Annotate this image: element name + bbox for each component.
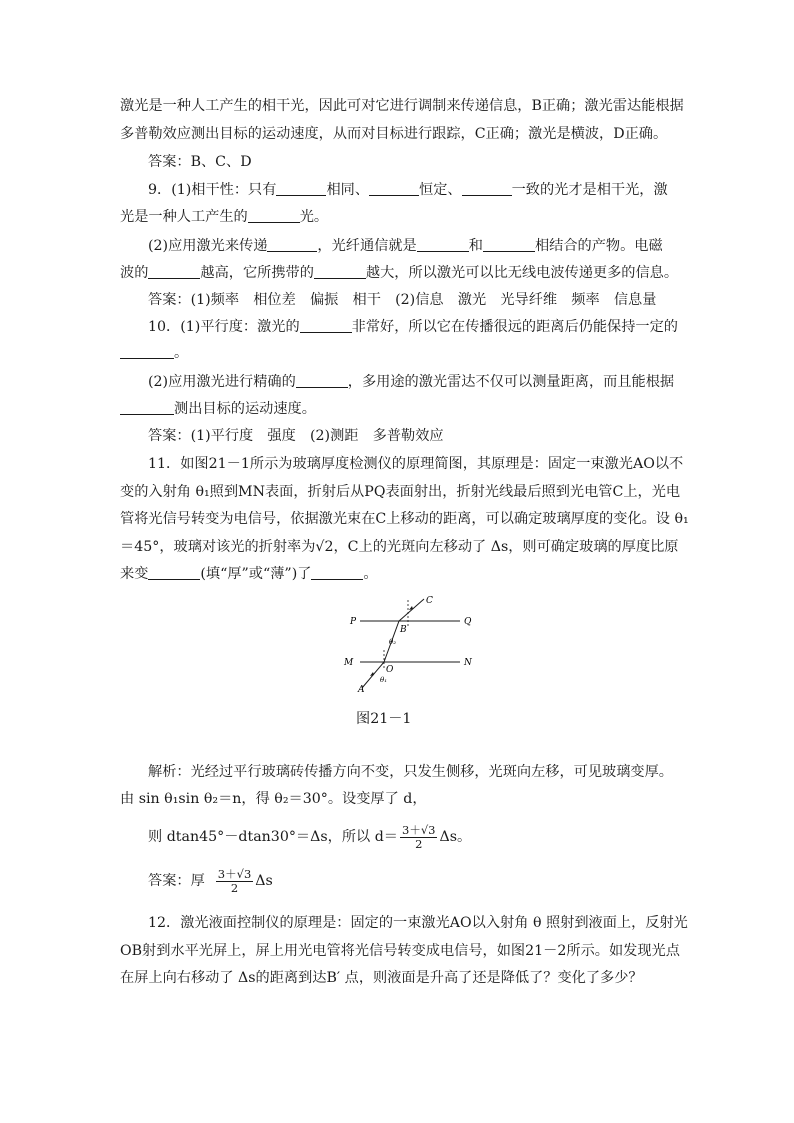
label-o: O <box>386 665 394 675</box>
label-a: A <box>358 685 365 695</box>
figure-caption: 图21－1 <box>356 711 412 727</box>
fraction: $\frac{3+√3}{2}$ <box>402 822 436 851</box>
label-theta2: θ₂ <box>389 638 397 646</box>
label-n: N <box>464 658 472 668</box>
question-12-line: 在屏上向右移动了 Δs的距离到达B′ 点，则液面是升高了还是降低了？变化了多少？ <box>120 970 643 986</box>
solution-line: 则 dtan45°－dtan30°＝Δs，所以 d＝ $\frac{3+√3}{2}$ Δs。 <box>148 822 472 851</box>
question-11-line: 来变 (填“厚”或“薄”)了 。 <box>120 566 378 582</box>
question-11-line: 11．如图21－1所示为玻璃厚度检测仪的原理简图，其原理是：固定一束激光AO以不 <box>148 456 684 472</box>
question-12-line: OB射到水平光屏上，屏上用光电管将光信号转变成电信号，如图21－2所示。如发现光点 <box>120 943 680 959</box>
question-10-line: 10．(1)平行度：激光的 非常好，所以它在传播很远的距离后仍能保持一定的 <box>148 319 678 335</box>
emergent-ray-bc <box>399 599 424 621</box>
answer-line: 答案：(1)频率 相位差 偏振 相干 (2)信息 激光 光导纤维 频率 信息量 <box>148 292 657 308</box>
question-10-line: 。 <box>120 343 188 363</box>
question-11-line: ＝45°，玻璃对该光的折射率为√2，C上的光斑向左移动了 Δs，则可确定玻璃的厚度比原 <box>120 539 679 555</box>
label-m: M <box>344 658 354 668</box>
text-line: 激光是一种人工产生的相干光，因此可对它进行调制来传递信息，B正确；激光雷达能根据 <box>120 98 684 114</box>
text-line: 多普勒效应测出目标的运动速度，从而对目标进行跟踪，C正确；激光是横波，D正确。 <box>120 126 668 142</box>
question-10-line: (2)应用激光进行精确的 ，多用途的激光雷达不仅可以测量距离，而且能根据 <box>148 374 675 390</box>
glass-thickness-diagram <box>340 592 500 702</box>
question-10-line: 测出目标的运动速度。 <box>120 399 316 419</box>
label-b: B <box>400 625 407 635</box>
answer-line: 答案：(1)平行度 强度 (2)测距 多普勒效应 <box>148 428 444 444</box>
fraction: $\frac{3+√3}{2}$ <box>217 866 252 895</box>
question-11-line: 变的入射角 θ₁照到MN表面，折射后从PQ表面射出，折射光线最后照到光电管C上，光电 <box>120 484 681 500</box>
question-9-line: 光是一种人工产生的 光。 <box>120 209 329 225</box>
solution-line: 解析：光经过平行玻璃砖传播方向不变，只发生侧移，光斑向左移，可见玻璃变厚。 <box>148 764 673 780</box>
question-9-line: (2)应用激光来传递 ，光纤通信就是 和 相结合的产物。电磁 <box>148 238 663 254</box>
question-11-line: 管将光信号转变为电信号，依据激光束在C上移动的距离，可以确定玻璃厚度的变化。设 θ₁ <box>120 511 689 527</box>
label-c: C <box>426 596 433 606</box>
question-12-line: 12．激光液面控制仪的原理是：固定的一束激光AO以入射角 θ 照射到液面上，反射光 <box>148 915 688 931</box>
answer-line: 答案：厚 $\frac{3+√3}{2}$ Δs <box>148 866 273 895</box>
answer-line: 答案：B、C、D <box>148 154 252 170</box>
label-p: P <box>350 617 357 627</box>
arrow-icon <box>370 672 374 676</box>
question-9-line: 波的 越高，它所携带的 越大，所以激光可以比无线电波传递更多的信息。 <box>120 265 679 281</box>
solution-line: 由 sin θ₁sin θ₂＝n，得 θ₂＝30°。设变厚了 d， <box>120 791 427 807</box>
label-theta1: θ₁ <box>380 676 388 684</box>
label-q: Q <box>464 617 472 627</box>
question-9-line: 9．(1)相干性：只有 相同、 恒定、 一致的光才是相干光，激 <box>148 182 668 198</box>
